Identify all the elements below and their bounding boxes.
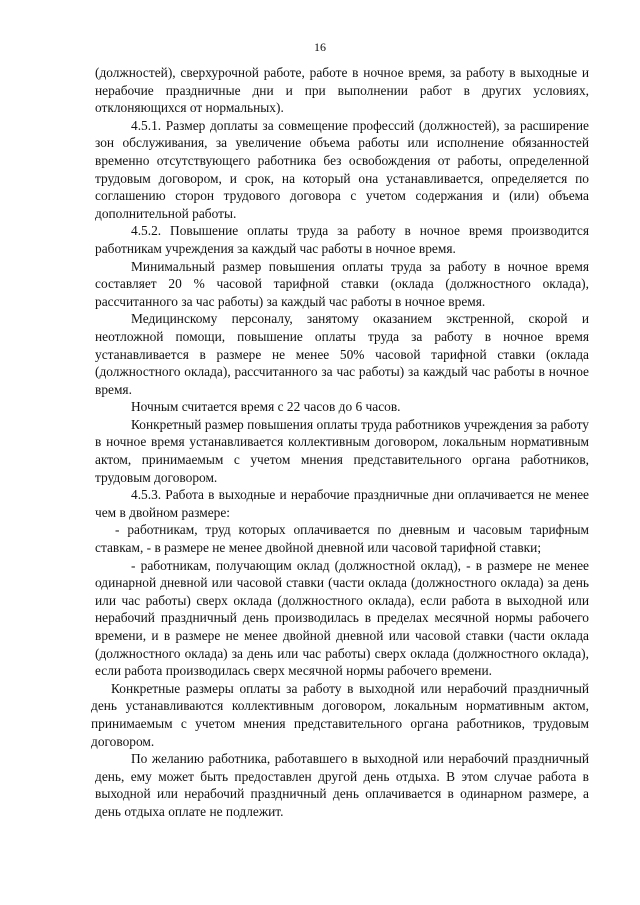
document-body: [91, 64, 589, 821]
paragraph-continuation: (должностей), сверхурочной работе, работе в ночное время, за работу в выходные и нерабочие праздничные дни и при выполнении работ в других условиях, отклоняющихся от нормальных).: [95, 65, 589, 116]
paragraph-night-minimum: Минимальный размер повышения оплаты труда за работу в ночное время составляет 20 % часовой тарифной ставки (оклада (должностного оклада), рассчитанного за час работы) за каждый час работы в ночное время.: [95, 258, 589, 309]
paragraph-medical-staff: Медицинскому персоналу, занятому оказанием экстренной, скорой и неотложной помощи, повышение оплаты труда за работу в ночное время устанавливается в размере не менее 50% часовой тарифной ставки (оклада (должностного оклада), рассчитанного за час работы) за каждый час работы в ночное время.: [95, 311, 589, 397]
paragraph-4-5-3: 4.5.3. Работа в выходные и нерабочие праздничные дни оплачивается не менее чем в двойном размере:: [95, 487, 589, 520]
paragraph-night-hours: Ночным считается время с 22 часов до 6 часов.: [131, 399, 401, 415]
paragraph-holiday-specific: Конкретные размеры оплаты за работу в выходной или нерабочий праздничный день устанавливаются коллективным договором, локальным нормативным актом, принимаемым с учетом мнения представительного органа работников, трудовым договором.: [91, 680, 589, 749]
list-item-salary: - работникам, получающим оклад (должностной оклад), - в размере не менее одинарной дневной или часовой ставки (части оклада (должностного оклада) за день или час работы) сверх оклада (должностного оклада), если работа в выходной или нерабочий праздничный день производилась в пределах месячной нормы рабочего времени, и в размере не менее двойной дневной или часовой ставки (части оклада (должностного оклада) за день или час работы) сверх оклада (должностного оклада), если работа производилась сверх месячной нормы рабочего времени.: [95, 557, 589, 679]
paragraph-4-5-2: 4.5.2. Повышение оплаты труда за работу в ночное время производится работникам учреждения за каждый час работы в ночное время.: [95, 223, 589, 256]
paragraph-4-5-1: 4.5.1. Размер доплаты за совмещение профессий (должностей), за расширение зон обслуживания, за увеличение объема работы или исполнение обязанностей временно отсутствующего работника без освобождения от работы, определенной трудовым договором, и срок, на который она устанавливается, определяется по соглашению сторон трудового договора с учетом содержания и (или) объема дополнительной работы.: [95, 117, 589, 221]
paragraph-day-off: По желанию работника, работавшего в выходной или нерабочий праздничный день, ему может быть предоставлен другой день отдыха. В этом случае работа в выходной или нерабочий праздничный день оплачивается в одинарном размере, а день отдыха оплате не подлежит.: [95, 751, 589, 819]
list-item-hourly-rate: - работникам, труд которых оплачивается по дневным и часовым тарифным ставкам, - в размере не менее двойной дневной или часовой тарифной ставки;: [95, 522, 589, 556]
page-number: 16: [314, 40, 326, 54]
paragraph-night-specific: Конкретный размер повышения оплаты труда работников учреждения за работу в ночное время устанавливается коллективным договором, локальным нормативным актом, принимаемым с учетом мнения представительного органа работников, трудовым договором.: [95, 416, 589, 485]
